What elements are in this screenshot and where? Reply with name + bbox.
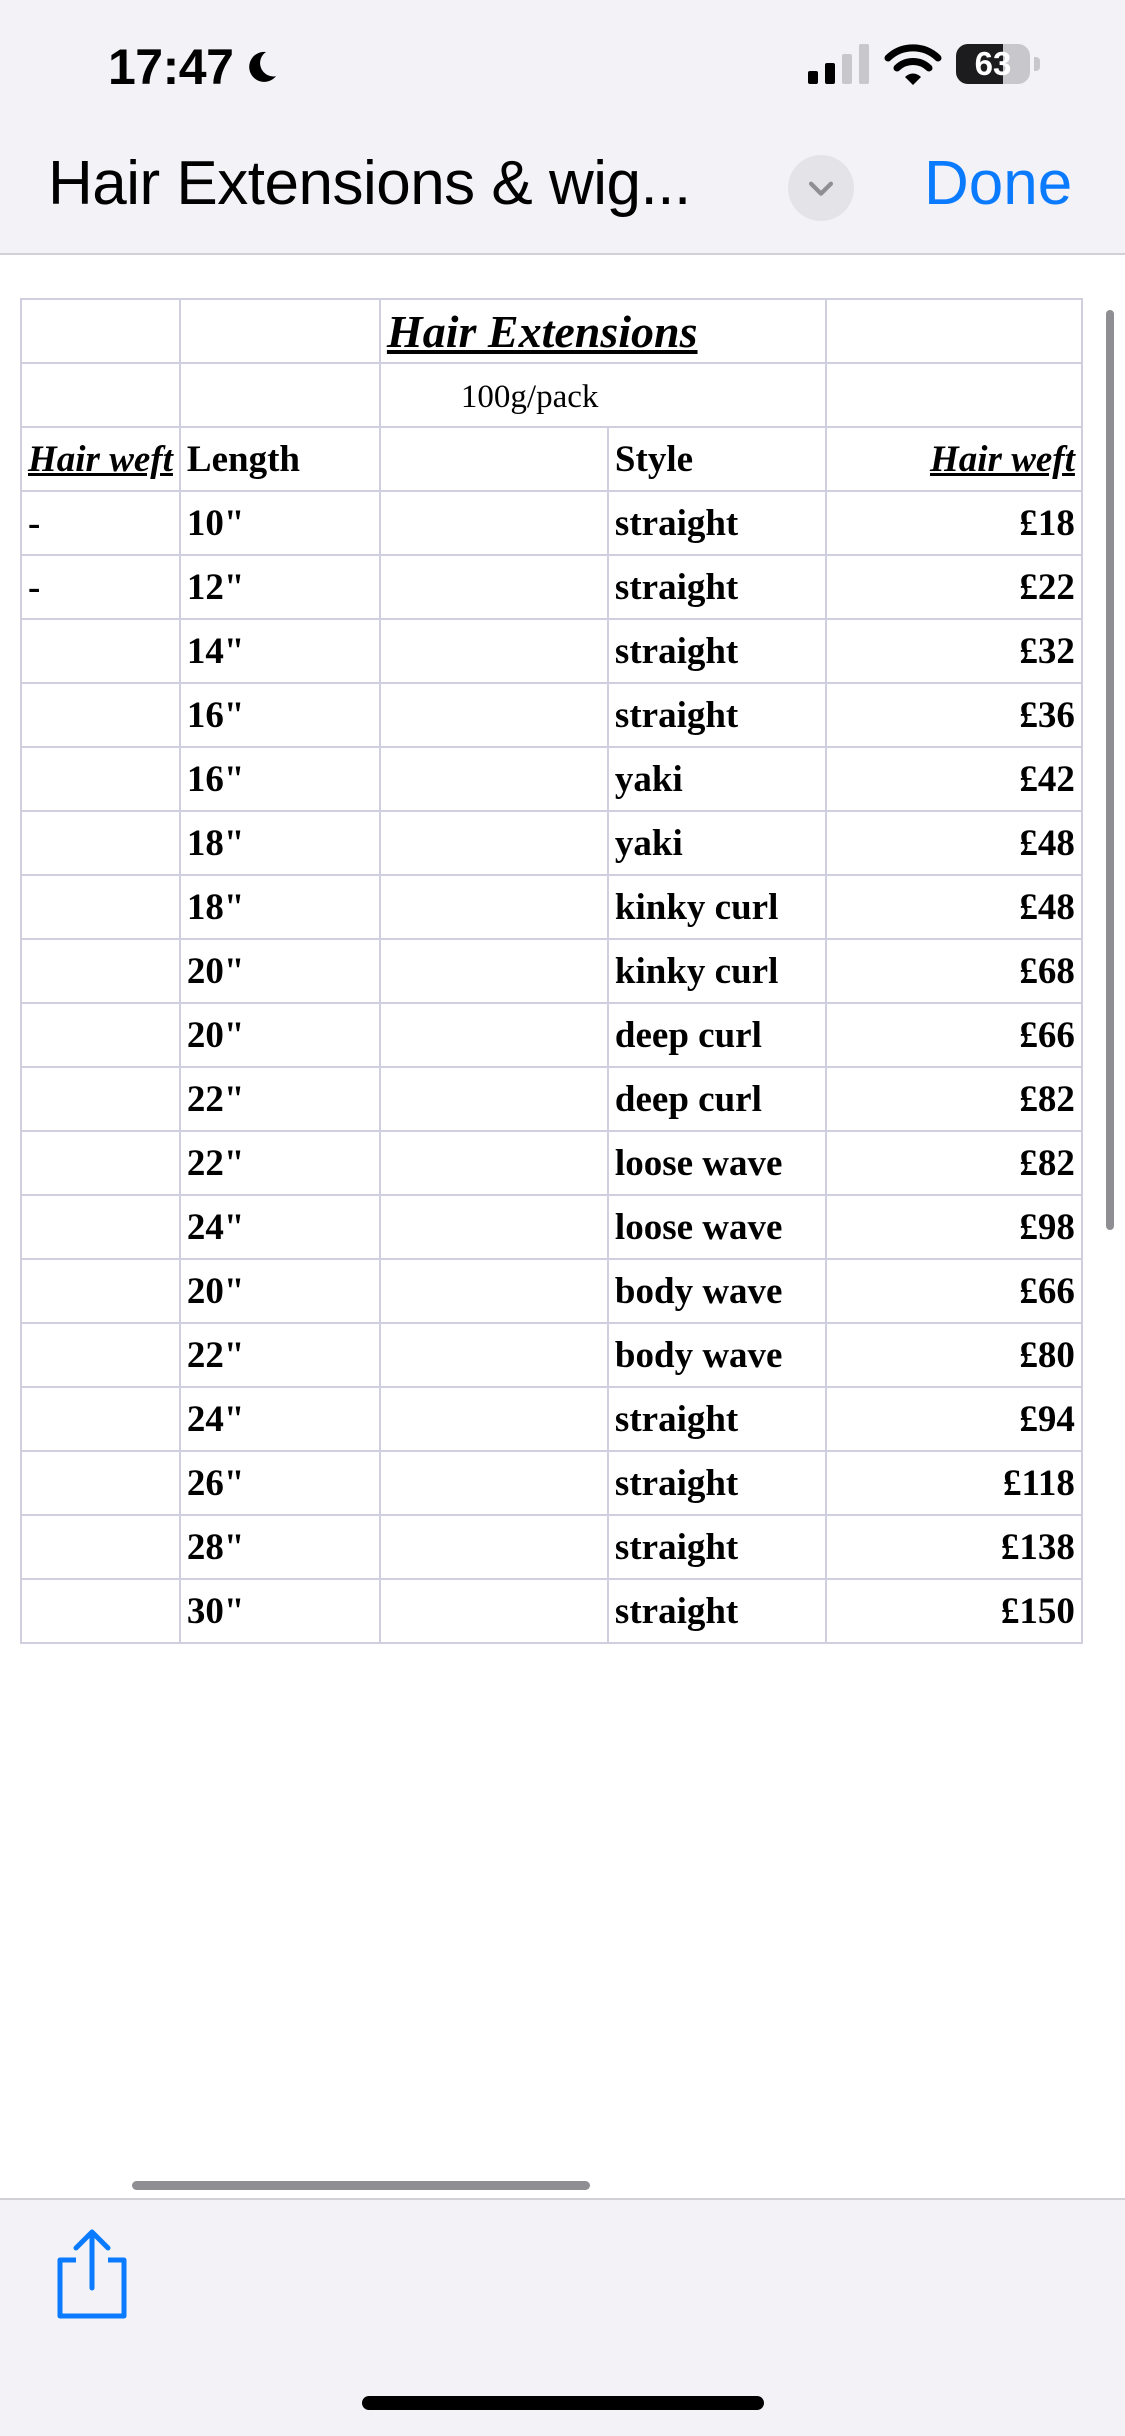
row-length: 14" bbox=[180, 619, 380, 683]
row-mark bbox=[21, 1451, 180, 1515]
battery-tip bbox=[1034, 57, 1040, 71]
row-mark bbox=[21, 875, 180, 939]
row-length: 16" bbox=[180, 747, 380, 811]
row-price: £32 bbox=[826, 619, 1082, 683]
row-price: £82 bbox=[826, 1131, 1082, 1195]
table-row bbox=[21, 1323, 1082, 1387]
table-row bbox=[21, 1131, 1082, 1195]
row-mark bbox=[21, 1131, 180, 1195]
row-mark bbox=[21, 1323, 180, 1387]
row-price: £82 bbox=[826, 1067, 1082, 1131]
row-style: straight bbox=[608, 1451, 826, 1515]
table-cell bbox=[380, 1131, 608, 1195]
table-row bbox=[21, 747, 1082, 811]
row-style: straight bbox=[608, 1579, 826, 1643]
header-row bbox=[21, 427, 1082, 491]
status-time-text: 17:47 bbox=[108, 39, 234, 95]
row-style: yaki bbox=[608, 747, 826, 811]
row-style: straight bbox=[608, 1387, 826, 1451]
table-cell bbox=[380, 1515, 608, 1579]
moon-icon bbox=[241, 47, 281, 87]
row-price: £80 bbox=[826, 1323, 1082, 1387]
row-mark bbox=[21, 1067, 180, 1131]
row-length: 22" bbox=[180, 1067, 380, 1131]
header-length: Length bbox=[180, 427, 380, 491]
row-mark bbox=[21, 619, 180, 683]
table-cell bbox=[180, 299, 380, 363]
table-row bbox=[21, 555, 1082, 619]
table-row bbox=[21, 1515, 1082, 1579]
row-length: 18" bbox=[180, 875, 380, 939]
table-cell bbox=[380, 555, 608, 619]
table-row bbox=[21, 683, 1082, 747]
table-row bbox=[21, 1003, 1082, 1067]
row-length: 20" bbox=[180, 1259, 380, 1323]
table-cell bbox=[380, 747, 608, 811]
row-mark bbox=[21, 1003, 180, 1067]
table-row bbox=[21, 1259, 1082, 1323]
row-price: £68 bbox=[826, 939, 1082, 1003]
table-cell bbox=[826, 299, 1082, 363]
home-indicator bbox=[362, 2396, 764, 2410]
table-cell bbox=[180, 363, 380, 427]
row-price: £22 bbox=[826, 555, 1082, 619]
row-mark bbox=[21, 1387, 180, 1451]
row-style: deep curl bbox=[608, 1003, 826, 1067]
battery-body bbox=[956, 44, 1030, 84]
row-length: 18" bbox=[180, 811, 380, 875]
row-length: 26" bbox=[180, 1451, 380, 1515]
row-price: £138 bbox=[826, 1515, 1082, 1579]
row-price: £66 bbox=[826, 1003, 1082, 1067]
table-subtitle: 100g/pack bbox=[460, 378, 599, 415]
row-mark bbox=[21, 683, 180, 747]
table-cell bbox=[826, 363, 1082, 427]
table-title: Hair Extensions bbox=[386, 305, 698, 357]
row-mark bbox=[21, 1195, 180, 1259]
row-price: £18 bbox=[826, 491, 1082, 555]
table-cell bbox=[380, 1195, 608, 1259]
horizontal-scroll-indicator[interactable] bbox=[132, 2181, 590, 2190]
row-length: 10" bbox=[180, 491, 380, 555]
table-row bbox=[21, 491, 1082, 555]
document-content bbox=[20, 298, 1083, 1644]
row-length: 28" bbox=[180, 1515, 380, 1579]
row-style: straight bbox=[608, 555, 826, 619]
subtitle-row bbox=[21, 363, 1082, 427]
row-mark: - bbox=[21, 491, 180, 555]
row-price: £150 bbox=[826, 1579, 1082, 1643]
row-style: loose wave bbox=[608, 1195, 826, 1259]
table-cell bbox=[380, 683, 608, 747]
row-style: body wave bbox=[608, 1259, 826, 1323]
cellular-signal-icon bbox=[808, 44, 870, 84]
row-style: kinky curl bbox=[608, 939, 826, 1003]
row-price: £36 bbox=[826, 683, 1082, 747]
row-style: deep curl bbox=[608, 1067, 826, 1131]
table-row bbox=[21, 1067, 1082, 1131]
row-mark bbox=[21, 1515, 180, 1579]
table-cell bbox=[380, 427, 608, 491]
table-cell bbox=[380, 1323, 608, 1387]
row-mark: - bbox=[21, 555, 180, 619]
table-row bbox=[21, 1579, 1082, 1643]
row-length: 22" bbox=[180, 1131, 380, 1195]
row-style: kinky curl bbox=[608, 875, 826, 939]
table-cell bbox=[380, 619, 608, 683]
table-row bbox=[21, 619, 1082, 683]
row-price: £48 bbox=[826, 875, 1082, 939]
table-row bbox=[21, 1195, 1082, 1259]
table-cell bbox=[380, 491, 608, 555]
table-cell bbox=[380, 1451, 608, 1515]
row-price: £48 bbox=[826, 811, 1082, 875]
table-cell bbox=[380, 1067, 608, 1131]
row-length: 24" bbox=[180, 1387, 380, 1451]
table-cell bbox=[380, 1579, 608, 1643]
table-row bbox=[21, 939, 1082, 1003]
row-style: body wave bbox=[608, 1323, 826, 1387]
header-hair-weft: Hair weft bbox=[21, 427, 180, 491]
done-button[interactable]: Done bbox=[924, 149, 1073, 218]
row-length: 12" bbox=[180, 555, 380, 619]
title-row bbox=[21, 299, 1082, 363]
row-style: straight bbox=[608, 683, 826, 747]
title-menu-button[interactable] bbox=[788, 155, 854, 221]
table-cell bbox=[21, 299, 180, 363]
row-mark bbox=[21, 1579, 180, 1643]
wifi-icon bbox=[884, 42, 942, 86]
row-style: straight bbox=[608, 619, 826, 683]
row-style: yaki bbox=[608, 811, 826, 875]
row-mark bbox=[21, 939, 180, 1003]
table-cell bbox=[380, 875, 608, 939]
table-cell bbox=[380, 811, 608, 875]
row-length: 20" bbox=[180, 939, 380, 1003]
price-table-body bbox=[21, 299, 1082, 1643]
header-style: Style bbox=[608, 427, 826, 491]
row-length: 22" bbox=[180, 1323, 380, 1387]
share-icon[interactable] bbox=[52, 2228, 132, 2320]
row-length: 20" bbox=[180, 1003, 380, 1067]
row-mark bbox=[21, 811, 180, 875]
chevron-down-icon bbox=[804, 171, 838, 205]
row-price: £42 bbox=[826, 747, 1082, 811]
document-title[interactable]: Hair Extensions & wig... bbox=[48, 149, 691, 218]
table-row bbox=[21, 811, 1082, 875]
row-length: 30" bbox=[180, 1579, 380, 1643]
table-cell bbox=[380, 939, 608, 1003]
vertical-scroll-indicator[interactable] bbox=[1106, 310, 1114, 1230]
table-subtitle-cell bbox=[380, 363, 826, 427]
header-price: Hair weft bbox=[826, 427, 1082, 491]
row-length: 24" bbox=[180, 1195, 380, 1259]
table-cell bbox=[380, 1259, 608, 1323]
row-price: £98 bbox=[826, 1195, 1082, 1259]
table-row bbox=[21, 875, 1082, 939]
row-price: £66 bbox=[826, 1259, 1082, 1323]
row-length: 16" bbox=[180, 683, 380, 747]
row-price: £118 bbox=[826, 1451, 1082, 1515]
price-table bbox=[20, 298, 1083, 1644]
row-style: straight bbox=[608, 1515, 826, 1579]
row-mark bbox=[21, 747, 180, 811]
status-time bbox=[108, 38, 281, 96]
table-row bbox=[21, 1451, 1082, 1515]
table-title-cell bbox=[380, 299, 826, 363]
battery-percent: 63 bbox=[974, 45, 1012, 82]
row-style: loose wave bbox=[608, 1131, 826, 1195]
table-cell bbox=[21, 363, 180, 427]
row-style: straight bbox=[608, 491, 826, 555]
table-cell bbox=[380, 1387, 608, 1451]
row-mark bbox=[21, 1259, 180, 1323]
row-price: £94 bbox=[826, 1387, 1082, 1451]
battery-indicator bbox=[956, 44, 1042, 84]
table-row bbox=[21, 1387, 1082, 1451]
table-cell bbox=[380, 1003, 608, 1067]
